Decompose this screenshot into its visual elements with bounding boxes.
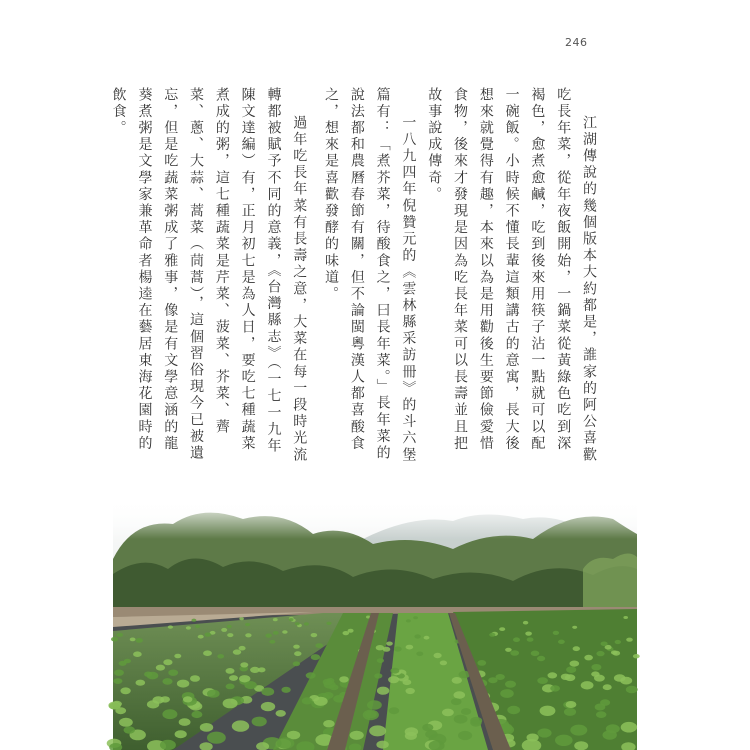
- cabbage: [190, 675, 200, 682]
- cabbage: [179, 718, 191, 726]
- cabbage: [227, 633, 233, 637]
- cabbage: [386, 642, 393, 646]
- cabbage: [596, 651, 604, 656]
- cabbage: [570, 661, 580, 667]
- cabbage: [162, 678, 172, 685]
- cabbage: [198, 635, 204, 639]
- cabbage: [168, 625, 173, 628]
- cabbage: [289, 618, 294, 621]
- cabbage: [596, 711, 606, 718]
- cabbage: [570, 725, 587, 736]
- cabbage: [245, 633, 251, 637]
- cabbage: [367, 700, 382, 710]
- cabbage: [323, 720, 334, 727]
- cabbage: [323, 679, 333, 686]
- cabbage: [276, 710, 286, 717]
- cabbage: [108, 702, 120, 710]
- cabbage: [227, 625, 232, 628]
- cabbage: [282, 630, 287, 634]
- cabbage: [269, 640, 275, 644]
- cabbage: [223, 699, 238, 709]
- cabbage: [405, 727, 418, 736]
- cabbage: [295, 622, 300, 625]
- cabbage: [620, 677, 632, 685]
- cabbage: [470, 719, 481, 726]
- cabbage: [594, 675, 605, 682]
- cabbage: [527, 734, 539, 742]
- cabbage: [505, 648, 512, 652]
- cabbage: [406, 619, 411, 622]
- cabbage: [119, 661, 127, 666]
- cabbage: [233, 649, 241, 654]
- cabbage: [175, 730, 187, 738]
- paragraph-2: 一八九四年倪贊元的《雲林縣采訪冊》的斗六堡篇有：「煮芥菜，待酸食之，曰長年菜。」長年菜的說法都和農曆春節有關，但不論閩粵漢人都喜酸食之，想來是喜歡發酵的味道。: [323, 87, 417, 464]
- cabbage: [454, 691, 466, 699]
- cabbage: [277, 737, 295, 748]
- cabbage: [601, 642, 608, 647]
- cabbage: [130, 638, 136, 642]
- cabbage: [217, 654, 224, 658]
- cabbage: [239, 617, 244, 620]
- cabbage: [207, 690, 220, 698]
- cabbage: [315, 643, 323, 648]
- cabbage: [111, 637, 118, 642]
- page-number: 246: [565, 36, 588, 49]
- cabbage: [229, 675, 238, 681]
- cabbage: [591, 664, 601, 670]
- cabbage: [114, 670, 124, 676]
- cabbage: [389, 707, 400, 714]
- cabbage: [564, 708, 576, 716]
- cabbage: [177, 680, 189, 688]
- cabbage: [294, 651, 301, 656]
- cabbage: [116, 633, 123, 637]
- cabbage: [406, 645, 414, 650]
- cabbage: [207, 732, 226, 744]
- cabbage: [561, 674, 571, 680]
- cabbage: [124, 726, 135, 733]
- cabbage: [226, 668, 235, 674]
- cabbage: [461, 708, 471, 715]
- cabbage: [566, 666, 576, 673]
- cabbage: [369, 725, 386, 736]
- cabbage: [376, 741, 388, 749]
- cabbage: [252, 717, 267, 727]
- cabbage: [304, 622, 309, 625]
- cabbage: [186, 626, 191, 629]
- cabbage: [452, 677, 462, 684]
- cabbage: [281, 687, 290, 693]
- paragraph-3: 過年吃長年菜有長壽之意，大菜在每一段時光流轉都被賦予不同的意義，《台灣縣志》（一七一九年陳文達編）有，正月初七是為人日，要吃七種蔬菜煮成的粥，這七種蔬菜是芹菜、菠菜、芥菜、薺菜、蔥、大蒜、蒿菜（茼蒿），這個習俗現今已被遺忘，但是吃蔬菜粥成了雅事，像是有文學意涵的龍葵煮粥是文學家兼革命者楊逵在藝居東海花園時的飲食。: [110, 87, 308, 464]
- cabbage: [226, 684, 235, 690]
- cabbage: [394, 646, 402, 651]
- cabbage: [390, 668, 399, 674]
- cabbage: [293, 645, 300, 649]
- cabbage: [265, 634, 271, 638]
- cabbage: [174, 654, 181, 659]
- cabbage: [603, 684, 612, 690]
- cabbage: [505, 681, 516, 688]
- cabbage: [314, 697, 328, 706]
- cabbage: [581, 681, 594, 689]
- cabbage: [413, 616, 418, 619]
- cabbage: [550, 685, 560, 691]
- cabbage: [537, 728, 551, 737]
- cabbage: [584, 655, 593, 661]
- cabbage: [195, 625, 200, 628]
- cabbage: [306, 672, 316, 678]
- cabbage: [416, 652, 423, 657]
- vegetable-field-photo: [113, 499, 637, 750]
- cabbage: [377, 687, 389, 695]
- cabbage: [458, 731, 472, 740]
- cabbage: [240, 662, 248, 667]
- cabbage: [540, 706, 556, 716]
- cabbage: [261, 688, 274, 696]
- cabbage: [311, 654, 320, 660]
- cabbage: [348, 629, 354, 633]
- cabbage: [422, 724, 433, 731]
- cabbage: [553, 631, 559, 635]
- cabbage: [120, 687, 130, 694]
- cabbage: [160, 696, 170, 702]
- cabbage: [606, 724, 620, 733]
- cabbage: [527, 637, 534, 641]
- photo-illustration: [113, 499, 637, 750]
- cabbage: [350, 731, 364, 740]
- banana-plants: [583, 553, 637, 614]
- cabbage: [621, 722, 637, 733]
- cabbage: [133, 651, 142, 657]
- cabbage: [525, 632, 532, 636]
- cabbage: [537, 677, 548, 684]
- cabbage: [574, 741, 588, 750]
- cabbage: [558, 640, 565, 644]
- cabbage: [183, 696, 192, 702]
- cabbage: [302, 697, 313, 704]
- article-body: [110, 87, 601, 467]
- cabbage: [626, 686, 638, 694]
- cabbage: [406, 688, 415, 694]
- cabbage: [160, 740, 176, 750]
- cabbage: [239, 646, 246, 651]
- cabbage: [388, 676, 399, 683]
- cabbage: [442, 709, 454, 717]
- cabbage: [273, 618, 278, 621]
- cabbage: [531, 651, 540, 657]
- cabbage: [203, 650, 212, 656]
- cabbage: [339, 676, 349, 682]
- cabbage: [424, 636, 430, 640]
- cabbage: [293, 661, 300, 666]
- top-fade: [113, 499, 637, 539]
- cabbage: [245, 623, 250, 626]
- cabbage: [205, 633, 212, 637]
- cabbage: [626, 638, 633, 642]
- cabbage: [168, 670, 178, 676]
- cabbage: [113, 678, 122, 684]
- cabbage: [499, 627, 505, 631]
- cabbage: [326, 622, 331, 625]
- cabbage: [600, 699, 610, 706]
- cabbage: [311, 633, 318, 637]
- cabbage: [374, 673, 382, 678]
- cabbage: [507, 706, 520, 714]
- cabbage: [136, 638, 143, 643]
- cabbage: [633, 654, 640, 658]
- cabbage: [566, 701, 577, 708]
- cabbage: [261, 702, 275, 711]
- cabbage: [136, 680, 146, 686]
- cabbage: [488, 677, 497, 683]
- cabbage: [377, 658, 384, 663]
- cabbage: [273, 631, 279, 635]
- cabbage: [555, 735, 573, 746]
- cabbage: [434, 653, 442, 658]
- cabbage: [232, 720, 249, 731]
- cabbage: [537, 656, 545, 661]
- cabbage: [613, 651, 621, 656]
- cabbage: [451, 698, 462, 705]
- cabbage: [425, 730, 437, 738]
- cabbage: [163, 659, 172, 665]
- cabbage: [376, 645, 384, 650]
- paragraph-1: 江湖傳說的幾個版本大約都是，誰家的阿公喜歡吃長年菜，從年夜飯開始，一鍋菜從黃綠色吃到深褐色，愈煮愈鹹，吃到後來用筷子沾一點就可以配一碗飯。小時候不懂長輩這類講古的意寓，長大後想來就覺得有趣，本來以為是用勸後生要節儉愛惜食物，後來才發現是因為吃長年菜可以長壽並且把故事說成傳奇。: [426, 87, 597, 464]
- cabbage: [119, 718, 133, 727]
- cabbage: [144, 672, 152, 677]
- cabbage: [523, 621, 528, 625]
- cabbage: [573, 646, 580, 651]
- cabbage: [162, 709, 177, 719]
- cabbage: [572, 626, 577, 629]
- cabbage: [191, 619, 196, 622]
- cabbage: [191, 711, 202, 718]
- cabbage: [489, 633, 495, 637]
- cabbage: [200, 723, 213, 732]
- cabbage: [156, 665, 165, 671]
- cabbage: [244, 681, 256, 689]
- cabbage: [440, 661, 447, 666]
- cabbage: [513, 637, 520, 642]
- cabbage: [221, 628, 227, 632]
- cabbage: [477, 660, 486, 666]
- cabbage: [623, 616, 628, 619]
- cabbage: [363, 710, 379, 721]
- cabbage: [615, 640, 621, 644]
- cabbage: [510, 650, 519, 656]
- cabbage: [500, 689, 514, 698]
- cabbage: [454, 715, 468, 724]
- cabbage: [250, 667, 260, 673]
- cabbage: [548, 672, 558, 678]
- cabbage: [414, 634, 420, 638]
